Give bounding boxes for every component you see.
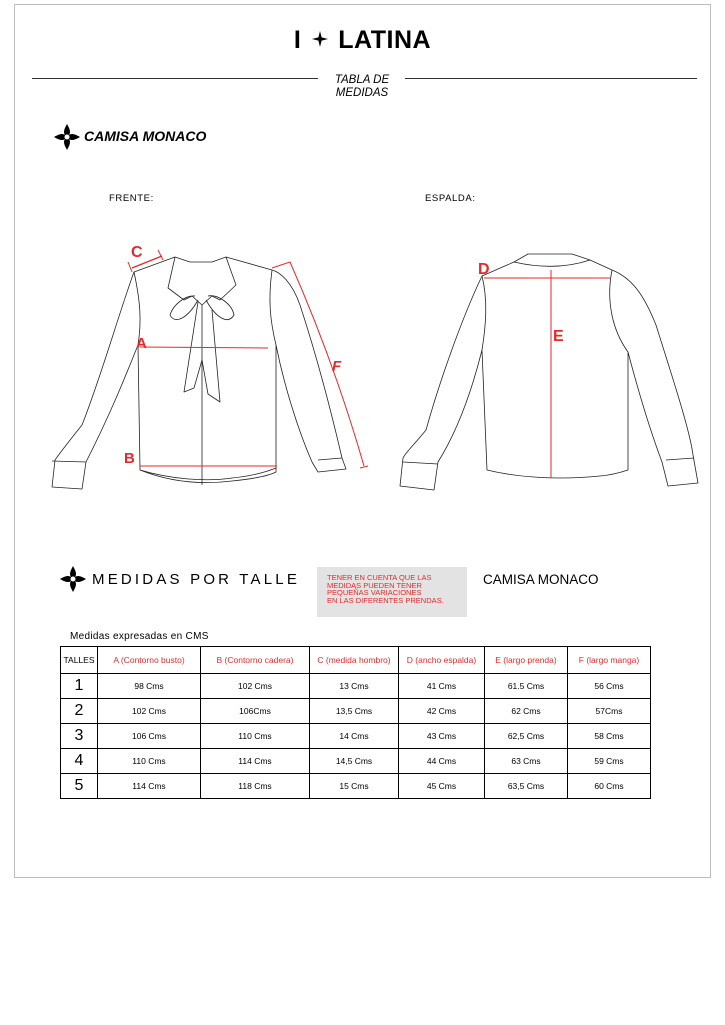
header-c: C (medida hombro) (310, 647, 399, 674)
table-cell: 42 Cms (399, 699, 485, 724)
front-view-label: FRENTE: (109, 193, 154, 204)
table-cell: 62,5 Cms (485, 724, 568, 749)
table-cell: 41 Cms (399, 674, 485, 699)
header-a: A (Contorno busto) (98, 647, 201, 674)
size-cell: 5 (61, 774, 98, 799)
product-side-title: CAMISA MONACO (483, 572, 599, 587)
header-talles: TALLES (61, 647, 98, 674)
back-view-label: ESPALDA: (425, 193, 476, 204)
table-cell: 14,5 Cms (310, 749, 399, 774)
table-cell: 13 Cms (310, 674, 399, 699)
size-cell: 4 (61, 749, 98, 774)
size-cell: 1 (61, 674, 98, 699)
table-cell: 114 Cms (98, 774, 201, 799)
header-e: E (largo prenda) (485, 647, 568, 674)
table-cell: 14 Cms (310, 724, 399, 749)
table-cell: 102 Cms (98, 699, 201, 724)
marker-e: E (553, 328, 564, 345)
marker-b: B (124, 450, 135, 467)
size-table (60, 646, 651, 799)
table-cell: 63,5 Cms (485, 774, 568, 799)
table-cell: 44 Cms (399, 749, 485, 774)
table-cell: 13,5 Cms (310, 699, 399, 724)
table-cell: 57Cms (568, 699, 651, 724)
marker-d: D (478, 261, 490, 278)
marker-f: F (332, 358, 342, 375)
table-cell: 110 Cms (201, 724, 310, 749)
table-row (61, 674, 651, 699)
table-row (61, 699, 651, 724)
marker-a: A (136, 335, 147, 352)
table-header-row (61, 647, 651, 674)
table-cell: 102 Cms (201, 674, 310, 699)
table-row (61, 774, 651, 799)
table-cell: 63 Cms (485, 749, 568, 774)
table-cell: 98 Cms (98, 674, 201, 699)
table-cell: 60 Cms (568, 774, 651, 799)
size-cell: 3 (61, 724, 98, 749)
table-cell: 118 Cms (201, 774, 310, 799)
table-cell: 110 Cms (98, 749, 201, 774)
section-flower-icon (58, 564, 88, 594)
table-cell: 106 Cms (98, 724, 201, 749)
table-cell: 62 Cms (485, 699, 568, 724)
table-cell: 106Cms (201, 699, 310, 724)
table-row (61, 724, 651, 749)
table-cell: 45 Cms (399, 774, 485, 799)
table-cell: 56 Cms (568, 674, 651, 699)
back-measure-lines (484, 270, 610, 478)
table-cell: 15 Cms (310, 774, 399, 799)
header-b: B (Contorno cadera) (201, 647, 310, 674)
variation-note: TENER EN CUENTA QUE LAS MEDIDAS PUEDEN TENER PEQUEÑAS VARIACIONES EN LAS DIFERENTES PRENDAS. (317, 567, 467, 617)
table-row (61, 749, 651, 774)
table-cell: 58 Cms (568, 724, 651, 749)
table-cell: 61.5 Cms (485, 674, 568, 699)
back-shirt-sketch (400, 254, 698, 490)
table-cell: 114 Cms (201, 749, 310, 774)
size-cell: 2 (61, 699, 98, 724)
page-subtitle: TABLA DE MEDIDAS (334, 74, 390, 99)
units-label: Medidas expresadas en CMS (70, 631, 209, 642)
marker-c: C (131, 244, 143, 261)
header-f: F (largo manga) (568, 647, 651, 674)
table-cell: 43 Cms (399, 724, 485, 749)
brand-letter: I (293, 26, 302, 54)
measures-section-title: MEDIDAS POR TALLE (92, 571, 301, 588)
front-shirt-sketch (52, 257, 346, 489)
header-d: D (ancho espalda) (399, 647, 485, 674)
table-cell: 59 Cms (568, 749, 651, 774)
brand-name: LATINA (338, 26, 432, 54)
product-title: CAMISA MONACO (84, 128, 207, 144)
